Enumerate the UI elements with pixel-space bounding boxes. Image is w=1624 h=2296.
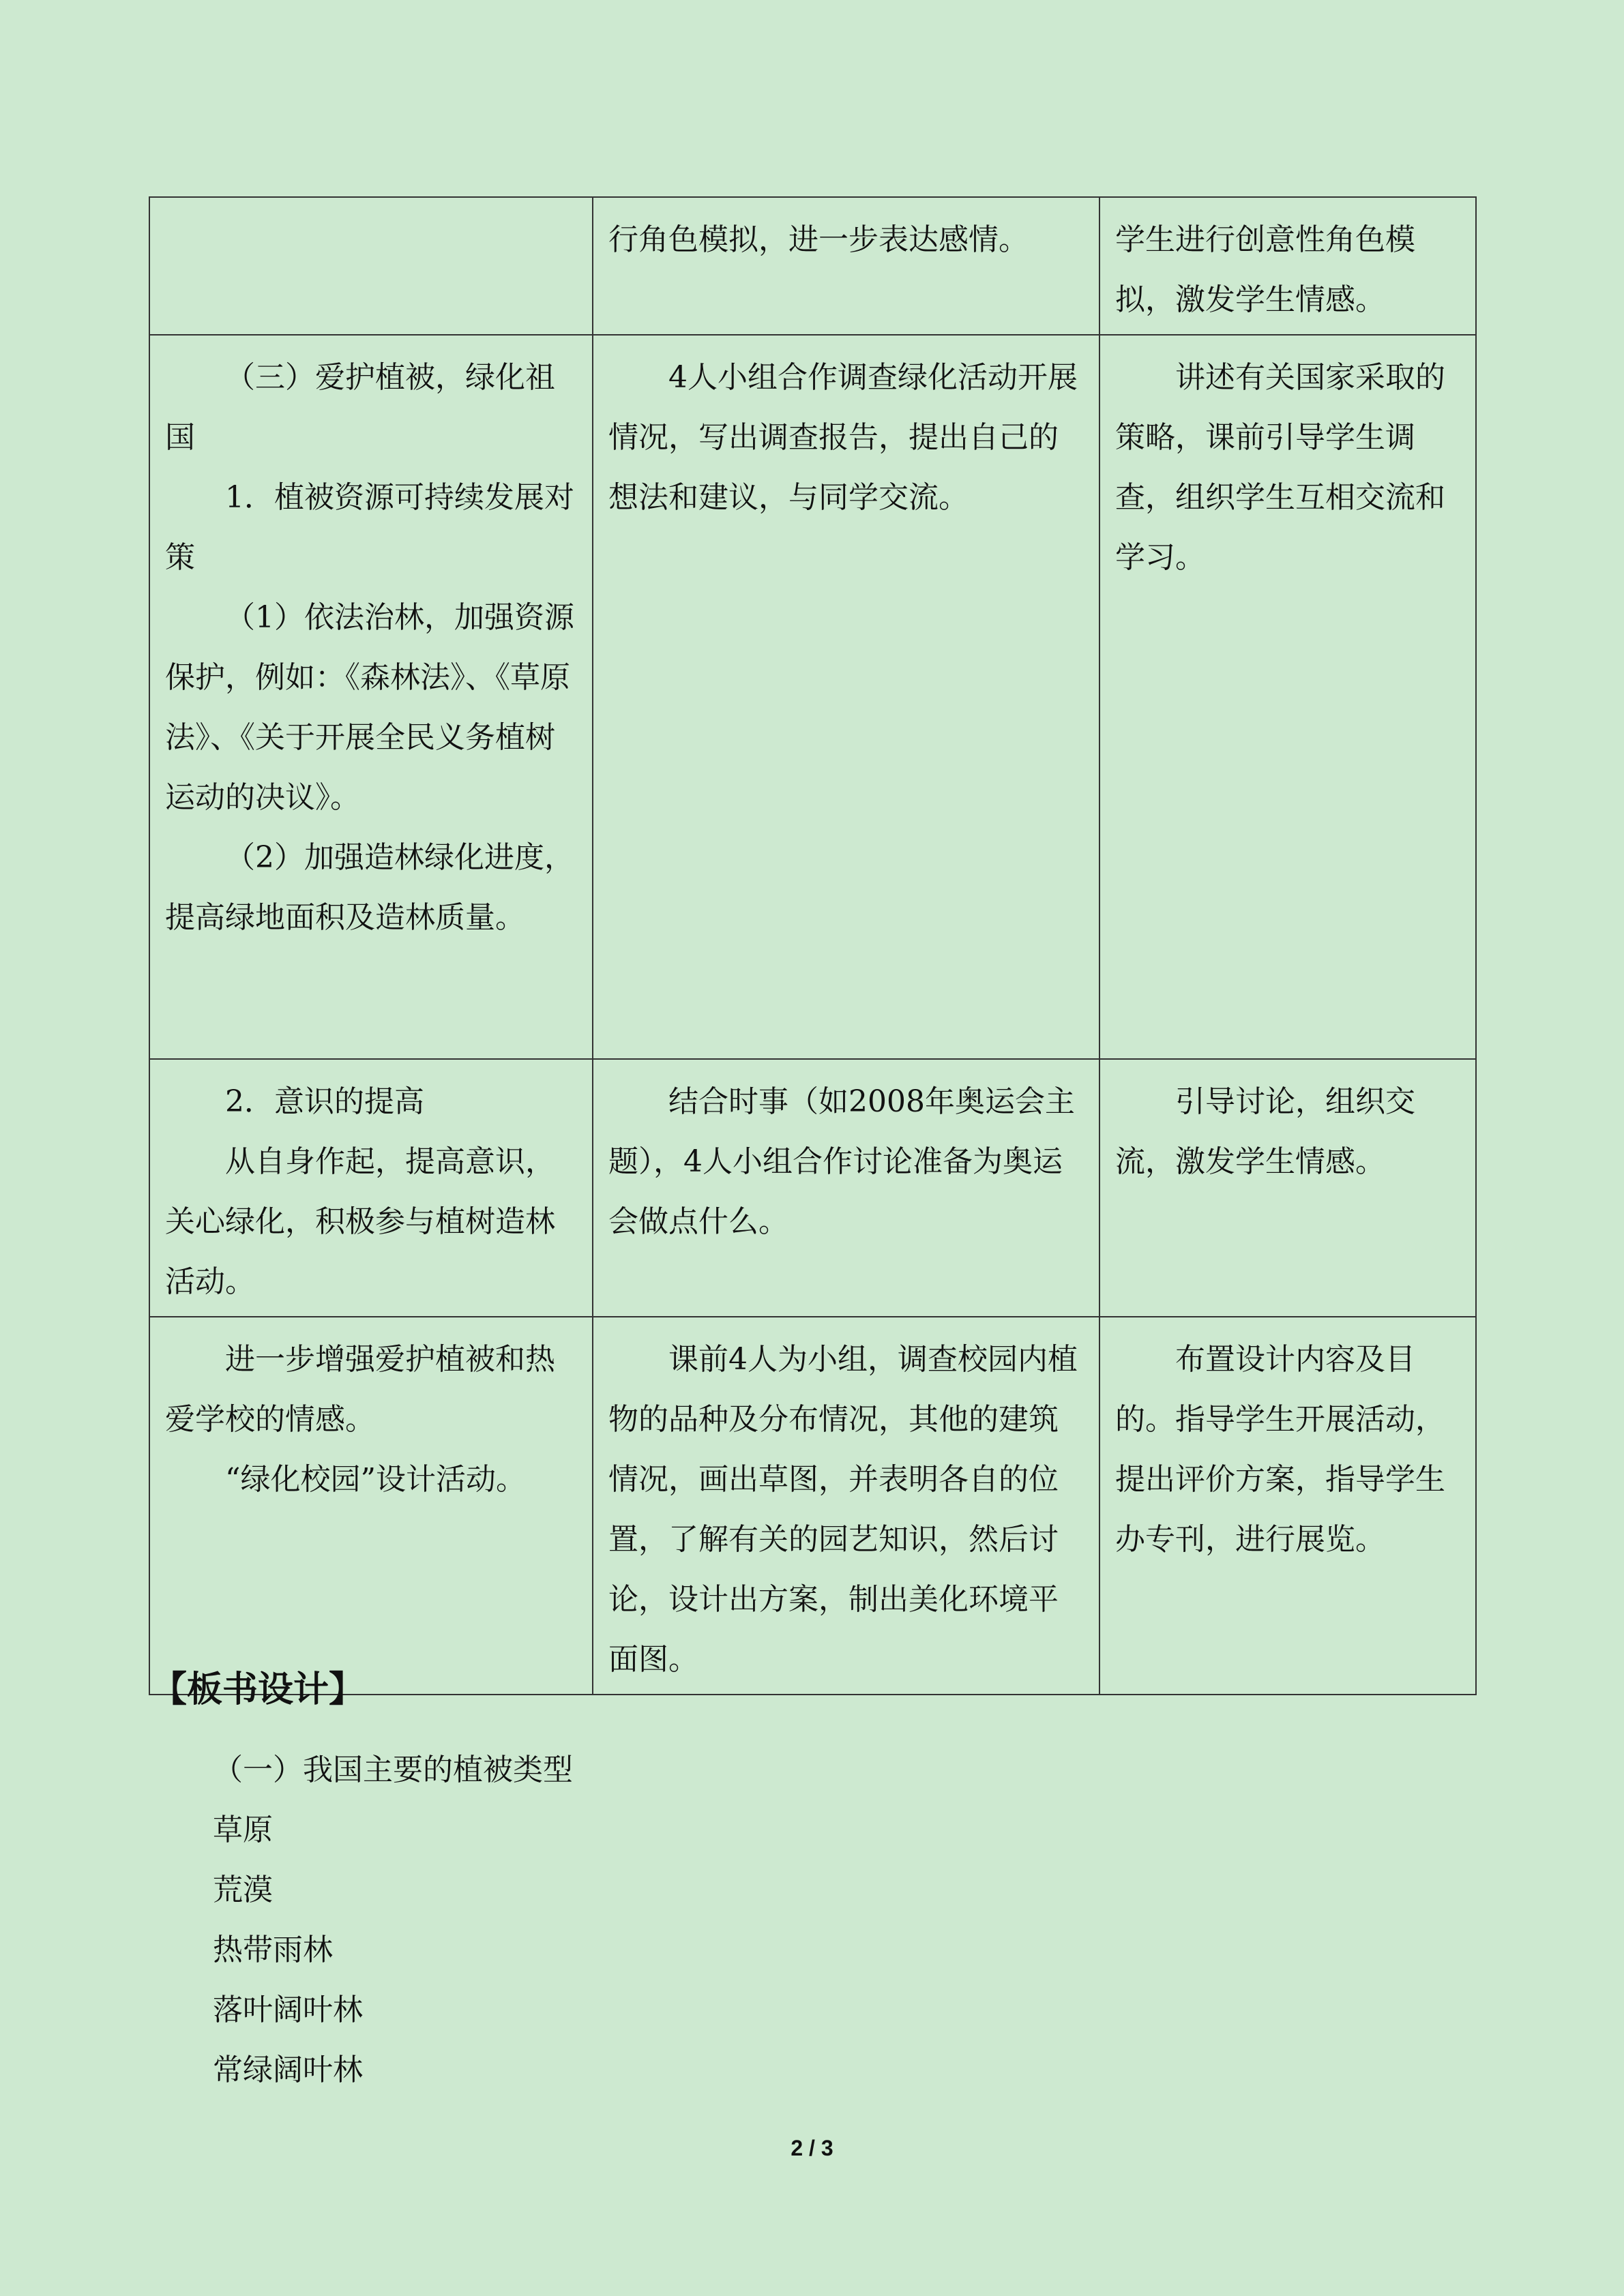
board-design-item: 常绿阔叶林 xyxy=(213,2053,363,2087)
cell-student-activity xyxy=(593,335,1099,1059)
cell-student-activity xyxy=(593,197,1099,335)
table-row xyxy=(149,1059,1476,1317)
cell-teaching-content xyxy=(149,197,593,335)
cell-paragraph: 课前4人为小组，调查校园内植物的品种及分布情况，其他的建筑情况，画出草图，并表明各自的位置，了解有关的园艺知识，然后讨论，设计出方案，制出美化环境平面图。 xyxy=(608,1342,1078,1677)
cell-paragraph: 2．意识的提高 xyxy=(225,1084,424,1119)
cell-teacher-activity xyxy=(1099,335,1476,1059)
board-design-item: 落叶阔叶林 xyxy=(213,1993,363,2027)
cell-paragraph: （2）加强造林绿化进度，提高绿地面积及造林质量。 xyxy=(165,840,574,935)
board-design-item: 热带雨林 xyxy=(213,1933,333,1967)
cell-paragraph: （三）爱护植被，绿化祖国 xyxy=(165,360,555,455)
lesson-plan-table xyxy=(149,196,1477,1695)
cell-paragraph: 1．植被资源可持续发展对策 xyxy=(165,480,574,575)
cell-paragraph: 结合时事（如2008年奥运会主题），4人小组合作讨论准备为奥运会做点什么。 xyxy=(608,1084,1075,1239)
cell-teacher-activity xyxy=(1099,197,1476,335)
cell-paragraph: 行角色模拟，进一步表达感情。 xyxy=(608,222,1029,257)
cell-teacher-activity xyxy=(1099,1059,1476,1317)
cell-teacher-activity xyxy=(1099,1317,1476,1695)
cell-paragraph: （1）依法治林，加强资源保护，例如：《森林法》、《草原法》、《关于开展全民义务植树运动的决议》。 xyxy=(165,600,574,815)
cell-paragraph: 引导讨论，组织交流，激发学生情感。 xyxy=(1115,1084,1415,1179)
cell-paragraph: 4人小组合作调查绿化活动开展情况，写出调查报告，提出自己的想法和建议，与同学交流。 xyxy=(608,360,1078,515)
page-number: 2 / 3 xyxy=(791,2136,833,2160)
cell-student-activity xyxy=(593,1059,1099,1317)
cell-paragraph: 从自身作起，提高意识，关心绿化，积极参与植树造林活动。 xyxy=(165,1144,555,1299)
cell-teaching-content xyxy=(149,1059,593,1317)
board-design-item: （一）我国主要的植被类型 xyxy=(213,1753,573,1787)
cell-paragraph: 布置设计内容及目的。指导学生开展活动，提出评价方案，指导学生办专刊，进行展览。 xyxy=(1115,1342,1445,1557)
table-row xyxy=(149,197,1476,335)
cell-paragraph: 学生进行创意性角色模拟，激发学生情感。 xyxy=(1115,222,1415,317)
cell-teaching-content xyxy=(149,1317,593,1695)
table-row xyxy=(149,335,1476,1059)
cell-paragraph: 进一步增强爱护植被和热爱学校的情感。 xyxy=(165,1342,555,1437)
board-design-item: 荒漠 xyxy=(213,1873,273,1907)
cell-student-activity xyxy=(593,1317,1099,1695)
cell-paragraph: 讲述有关国家采取的策略，课前引导学生调查，组织学生互相交流和学习。 xyxy=(1115,360,1445,575)
board-design-item: 草原 xyxy=(213,1813,273,1847)
board-design-heading: 【板书设计】 xyxy=(151,1669,365,1710)
cell-paragraph: “绿化校园”设计活动。 xyxy=(225,1462,526,1497)
board-design-list xyxy=(213,1740,573,2100)
table-row xyxy=(149,1317,1476,1695)
cell-teaching-content xyxy=(149,335,593,1059)
